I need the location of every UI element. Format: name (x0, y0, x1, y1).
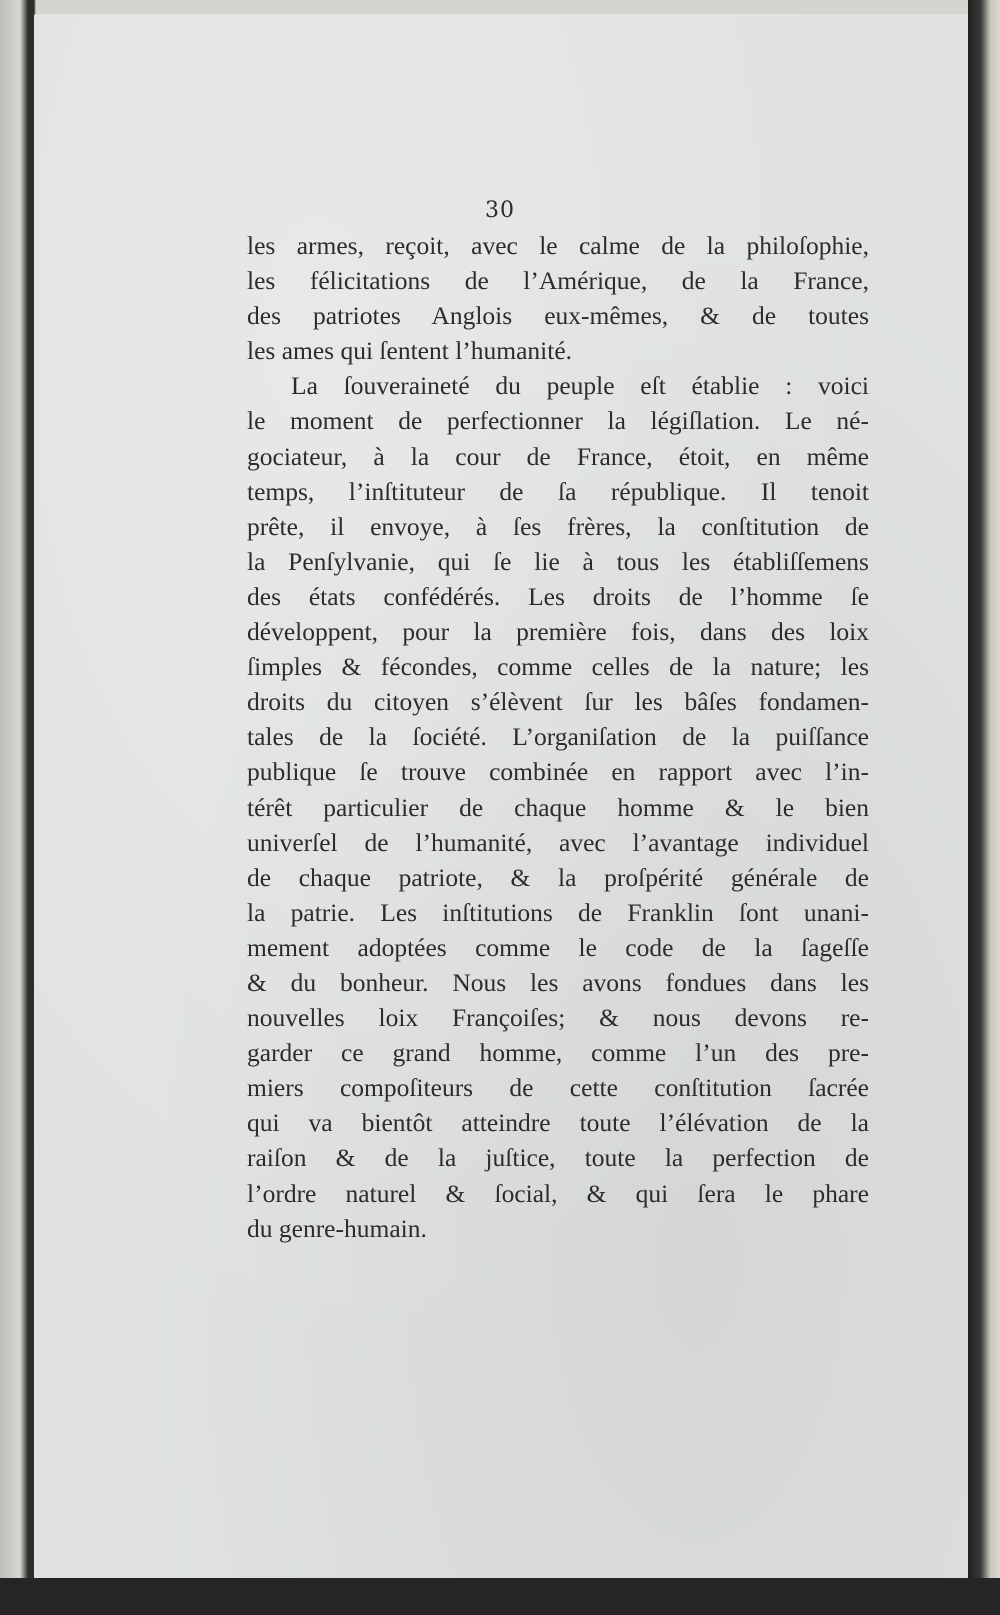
text-line: la patrie. Les inſtitutions de Franklin ſont unani- (247, 897, 869, 927)
text-line: des états confédérés. Les droits de l’homme ſe (247, 581, 869, 611)
text-line: publique ſe trouve combinée en rapport avec l’in- (247, 757, 869, 787)
text-line: raiſon & de la juſtice, toute la perfection de (247, 1143, 869, 1173)
scan-bottom-edge (0, 1578, 1000, 1615)
text-line: les armes, reçoit, avec le calme de la philoſophie, (247, 231, 869, 260)
text-line: nouvelles loix Françoiſes; & nous devons re- (247, 1003, 869, 1033)
text-line: tales de la ſociété. L’organiſation de la puiſſance (247, 722, 869, 752)
text-line: droits du citoyen s’élèvent ſur les bâſes fondamen- (247, 687, 869, 717)
text-line: la Penſylvanie, qui ſe lie à tous les établiſſemens (247, 546, 869, 576)
text-line: mement adoptées comme le code de la ſageſſe (247, 932, 869, 962)
body-text (247, 228, 869, 1246)
text-line: temps, l’inſtituteur de ſa république. Il tenoit (247, 476, 869, 506)
text-line: miers compoſiteurs de cette conſtitution ſacrée (247, 1073, 869, 1103)
text-line: les ames qui ſentent l’humanité. (247, 336, 573, 366)
text-line: des patriotes Anglois eux-mêmes, & de toutes (247, 301, 869, 331)
text-line: le moment de perfectionner la légiſlation. Le né- (247, 406, 869, 436)
page-edge (968, 0, 1000, 1615)
text-line: qui va bientôt atteindre toute l’élévation de la (247, 1108, 869, 1138)
text-line: térêt particulier de chaque homme & le bien (247, 792, 869, 822)
text-line: du genre-humain. (247, 1213, 427, 1243)
text-line: prête, il envoye, à ſes frères, la conſtitution de (247, 511, 869, 541)
text-line: univerſel de l’humanité, avec l’avantage individuel (247, 827, 869, 857)
text-line: l’ordre naturel & ſocial, & qui ſera le phare (247, 1178, 869, 1208)
text-line: gociateur, à la cour de France, étoit, en même (247, 441, 869, 471)
page-number: 30 (485, 198, 515, 223)
text-line: garder ce grand homme, comme l’un des pre- (247, 1038, 869, 1068)
text-line: La ſouveraineté du peuple eſt établie : voici (291, 371, 869, 401)
text-line: ſimples & fécondes, comme celles de la nature; les (247, 652, 869, 682)
text-line: & du bonheur. Nous les avons fondues dans les (247, 967, 869, 997)
text-line: de chaque patriote, & la proſpérité générale de (247, 862, 869, 892)
text-line: les félicitations de l’Amérique, de la France, (247, 266, 869, 296)
text-line: développent, pour la première fois, dans des loix (247, 617, 869, 647)
